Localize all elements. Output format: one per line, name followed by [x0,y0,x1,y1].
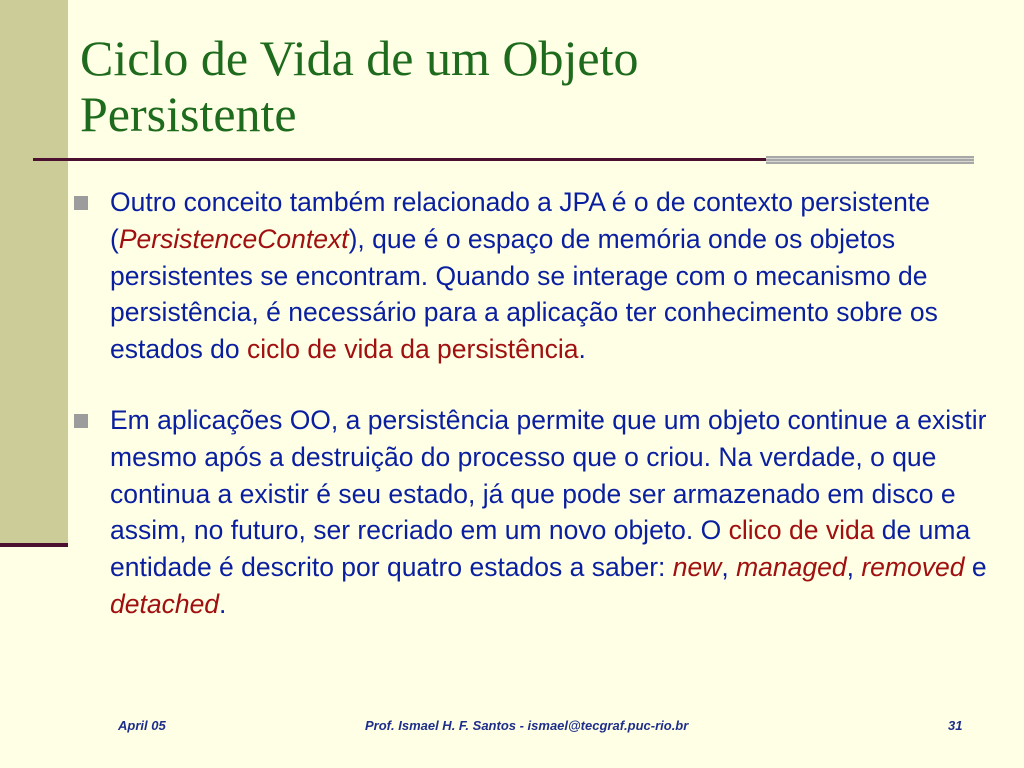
bullet-item-2 [74,402,994,623]
square-bullet-icon [74,414,88,428]
state-detached: detached [110,588,220,619]
bullet-2-text-b: de uma entidade é descrito por quatro estados a saber: [110,515,971,583]
separator-3: e [964,552,987,583]
left-decor-band [0,0,68,543]
title-line-1: Ciclo de Vida de um Objeto [80,30,639,86]
separator-2: , [846,552,862,583]
state-managed: managed [736,552,847,583]
title-divider-accent [766,156,974,164]
slide-title [80,30,980,142]
title-line-2: Persistente [80,86,297,142]
bullet-item-1 [74,184,994,368]
footer-page-number: 31 [948,718,963,733]
link-clico-de-vida[interactable]: clico de vida [728,515,875,546]
left-band-rule [0,543,68,547]
link-ciclo-de-vida[interactable]: ciclo de vida da persistência [247,334,579,365]
separator-1: , [721,552,737,583]
bullet-1-text-a: Outro conceito também relacionado a JPA é o de contexto persistente ( [110,187,931,254]
term-persistence-context: PersistenceContext [118,223,349,254]
square-bullet-icon [74,196,88,210]
state-removed: removed [861,552,965,583]
footer-author: Prof. Ismael H. F. Santos - ismael@tecgraf.puc-rio.br [365,718,689,733]
title-divider [33,158,766,161]
bullet-1-text-b: ), que é o espaço de memória onde os objetos persistentes se encontram. Quando se interage com o mecanismo de persistência, é necessário para a aplicação ter conhecimento sobre os estados do [110,223,938,365]
footer-date: April 05 [118,718,166,733]
bullet-2-text-c: . [219,588,227,619]
slide-body [74,184,994,623]
bullet-1-text-c: . [578,334,586,365]
state-new: new [672,552,722,583]
bullet-2-text-a: Em aplicações OO, a persistência permite que um objeto continue a existir mesmo após a destruição do processo que o criou. Na verdade, o que continua a existir é seu estado, já que pode ser armazenado em disco e assim, no futuro, ser recriado em um novo objeto. O [110,404,987,546]
